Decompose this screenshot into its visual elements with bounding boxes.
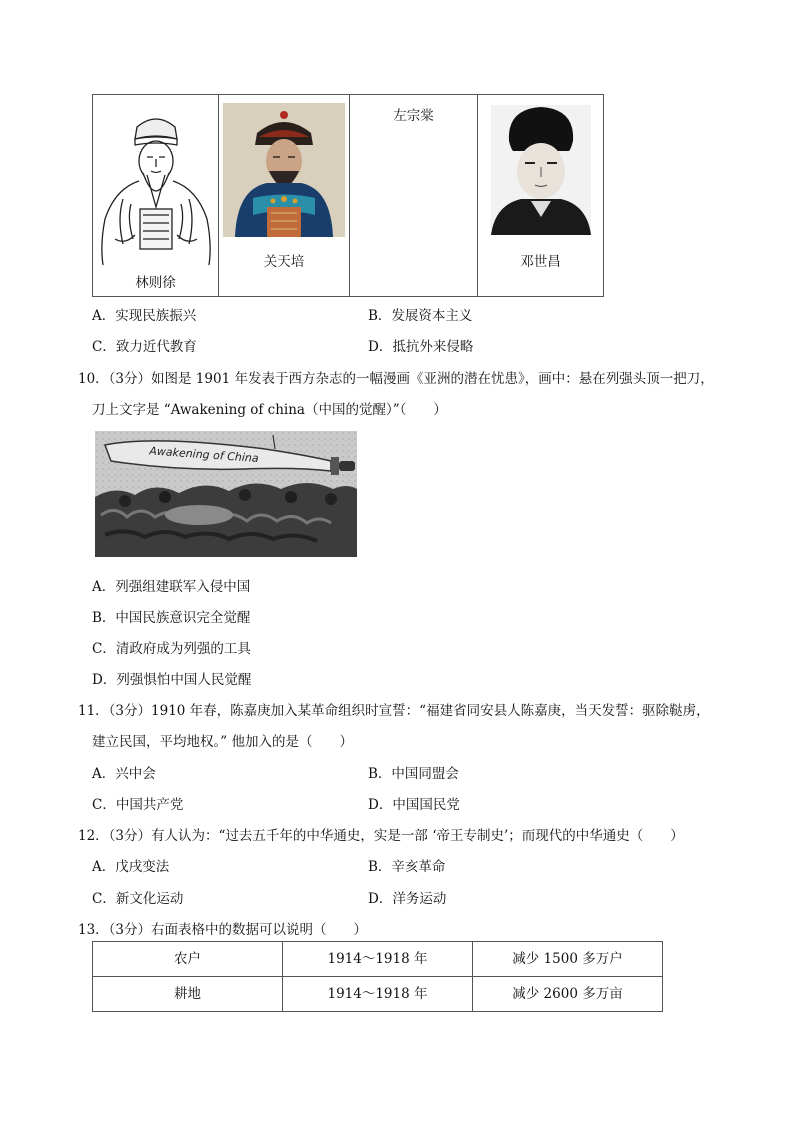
- deng-shichang-photo: [491, 105, 591, 235]
- lin-zexu-line-drawing: [95, 109, 217, 269]
- q11-option-b[interactable]: B．中国同盟会: [368, 766, 459, 782]
- portrait-name: 林则徐: [135, 275, 176, 291]
- cartoon-sword-text: Awakening of China: [148, 444, 259, 466]
- q12-option-c[interactable]: C．新文化运动: [92, 891, 184, 907]
- q10-cartoon-image: [95, 431, 357, 557]
- q12-stem-line1: 12．（3分）有人认为：“过去五千年的中华通史，实是一部 ‘帝王专制史’；而现代的中华通史（ ）: [78, 828, 684, 844]
- q12-option-d[interactable]: D．洋务运动: [368, 891, 447, 907]
- portrait-cell-zuo-zongtang: [350, 95, 478, 296]
- q11-option-d[interactable]: D．中国国民党: [368, 797, 460, 813]
- table-row: [93, 942, 662, 977]
- portrait-name: 邓世昌: [520, 254, 561, 270]
- q13-stem-line1: 13．（3分）右面表格中的数据可以说明（ ）: [78, 922, 368, 938]
- table-cell: 减少 2600 多万亩: [512, 986, 623, 1002]
- portrait-name: 关天培: [263, 254, 305, 270]
- table-cell: 1914～1918 年: [283, 942, 473, 977]
- table-cell: 农户: [93, 942, 283, 977]
- q11-stem-line1: 11．（3分）1910 年春，陈嘉庚加入某革命组织时宣誓：“福建省同安县人陈嘉庚，当天发誓：驱除鞑虏，: [78, 703, 710, 719]
- q10-option-c[interactable]: C．清政府成为列强的工具: [92, 641, 251, 657]
- q10-option-a[interactable]: A．列强组建联军入侵中国: [92, 579, 251, 595]
- table-cell: 1914～1918 年: [283, 977, 473, 1012]
- q10-option-d[interactable]: D．列强惧怕中国人民觉醒: [92, 672, 252, 688]
- portrait-name: 左宗棠: [393, 108, 434, 124]
- q9-option-b[interactable]: B．发展资本主义: [368, 308, 473, 324]
- table-row: [93, 977, 662, 1012]
- portrait-table: [92, 94, 604, 297]
- q11-option-c[interactable]: C．中国共产党: [92, 797, 184, 813]
- q10-stem-line1: 10．（3分）如图是 1901 年发表于西方杂志的一幅漫画《亚洲的潜在忧患》，画中：悬在列强头顶一把刀，: [78, 371, 714, 387]
- table-cell: 耕地: [93, 977, 283, 1012]
- portrait-cell-guan-tianpei: [219, 95, 350, 296]
- q10-stem-line2: 刀上文字是 “Awakening of china（中国的觉醒）”（ ）: [92, 402, 447, 418]
- q11-stem-line2: 建立民国，平均地权。” 他加入的是（ ）: [92, 734, 353, 750]
- q9-option-a[interactable]: A．实现民族振兴: [92, 308, 197, 324]
- portrait-cell-deng-shichang: [478, 95, 603, 296]
- q12-option-b[interactable]: B．辛亥革命: [368, 859, 446, 875]
- q9-option-c[interactable]: C．致力近代教育: [92, 339, 197, 355]
- q12-option-a[interactable]: A．戊戌变法: [92, 859, 170, 875]
- table-cell: 减少 1500 多万户: [512, 951, 623, 967]
- portrait-cell-lin-zexu: [93, 95, 219, 296]
- q9-option-d[interactable]: D．抵抗外来侵略: [368, 339, 474, 355]
- q11-option-a[interactable]: A．兴中会: [92, 766, 156, 782]
- q10-option-b[interactable]: B．中国民族意识完全觉醒: [92, 610, 251, 626]
- guan-tianpei-portrait-image: [223, 103, 345, 237]
- q13-data-table: [92, 941, 663, 1012]
